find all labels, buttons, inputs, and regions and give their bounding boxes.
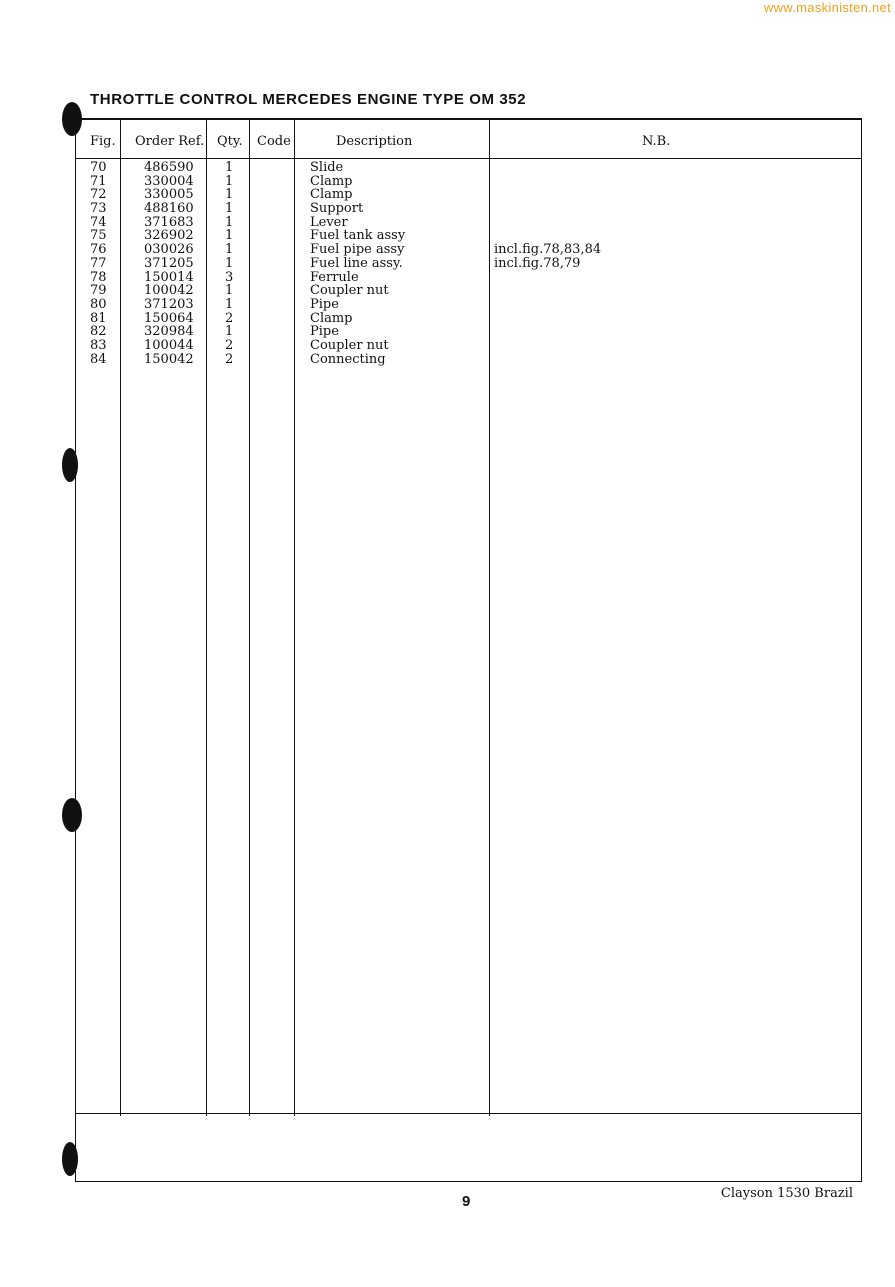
description-cell: Lever [310, 214, 348, 230]
qty-cell: 2 [225, 351, 234, 367]
order-ref-cell: 488160 [144, 201, 194, 217]
nb-cell: incl.fig.78,79 [494, 255, 581, 271]
description-cell: Coupler nut [310, 337, 389, 353]
fig-cell: 77 [90, 255, 107, 271]
order-ref-cell: 150064 [144, 310, 194, 326]
header-code: Code [257, 134, 291, 149]
qty-cell: 1 [225, 187, 234, 203]
fig-cell: 81 [90, 310, 107, 326]
column-divider [294, 120, 295, 1116]
qty-cell: 3 [225, 269, 234, 285]
qty-cell: 1 [225, 283, 234, 299]
description-cell: Clamp [310, 187, 353, 203]
fig-cell: 79 [90, 283, 107, 299]
nb-cell: incl.fig.78,83,84 [494, 242, 602, 258]
notes-box [76, 1113, 861, 1181]
nb-cell [494, 271, 601, 285]
order-ref-cell: 326902 [144, 228, 194, 244]
header-divider [76, 158, 861, 159]
qty-cell: 1 [225, 242, 234, 258]
description-cell: Clamp [310, 173, 353, 189]
order-ref-cell: 371683 [144, 214, 194, 230]
description-cell: Clamp [310, 310, 353, 326]
footer-model: Clayson 1530 Brazil [720, 1186, 853, 1201]
page-number: 9 [462, 1193, 471, 1210]
order-ref-cell: 030026 [144, 242, 194, 258]
column-divider [489, 120, 490, 1116]
order-ref-cell: 486590 [144, 160, 194, 175]
nb-cell [494, 284, 601, 298]
description-cell: Ferrule [310, 269, 359, 285]
fig-cell: 80 [90, 296, 107, 312]
qty-column [225, 161, 233, 366]
qty-cell: 1 [225, 296, 234, 312]
description-cell: Fuel line assy. [310, 255, 403, 271]
qty-cell: 2 [225, 310, 234, 326]
nb-cell [494, 325, 601, 339]
qty-cell: 1 [225, 255, 234, 271]
nb-cell [494, 188, 601, 202]
fig-cell: 74 [90, 214, 107, 230]
qty-cell: 1 [225, 214, 234, 230]
nb-cell [494, 175, 601, 189]
nb-cell [494, 298, 601, 312]
order-ref-cell: 371205 [144, 255, 194, 271]
order-ref-cell: 330005 [144, 187, 194, 203]
order-ref-cell: 100042 [144, 283, 194, 299]
order-ref-cell: 371203 [144, 296, 194, 312]
header-description: Description [336, 134, 413, 149]
fig-cell: 83 [90, 337, 107, 353]
order-ref-cell: 320984 [144, 324, 194, 340]
description-cell: Slide [310, 160, 344, 175]
header-order-ref: Order Ref. [135, 134, 205, 149]
fig-cell: 78 [90, 269, 107, 285]
fig-cell: 71 [90, 173, 107, 189]
fig-cell: 82 [90, 324, 107, 340]
nb-cell [494, 229, 601, 243]
qty-cell: 1 [225, 228, 234, 244]
description-cell: Fuel tank assy [310, 228, 406, 244]
fig-cell: 84 [90, 351, 107, 367]
order-ref-cell: 100044 [144, 337, 194, 353]
watermark-url: www.maskinisten.net [763, 0, 891, 15]
qty-cell: 1 [225, 201, 234, 217]
order-ref-cell: 150042 [144, 351, 194, 367]
description-column [310, 161, 405, 366]
order-ref-cell: 330004 [144, 173, 194, 189]
nb-cell [494, 202, 601, 216]
description-cell: Fuel pipe assy [310, 242, 405, 258]
fig-cell: 76 [90, 242, 107, 258]
fig-cell: 70 [90, 160, 107, 175]
fig-cell: 72 [90, 187, 107, 203]
nb-cell [494, 339, 601, 353]
description-cell: Pipe [310, 324, 339, 340]
nb-cell [494, 161, 601, 175]
page-title: THROTTLE CONTROL MERCEDES ENGINE TYPE OM 352 [90, 91, 527, 108]
description-cell: Connecting [310, 351, 386, 367]
qty-cell: 2 [225, 337, 234, 353]
header-fig: Fig. [90, 134, 116, 149]
qty-cell: 1 [225, 160, 234, 175]
order-ref-cell: 150014 [144, 269, 194, 285]
qty-cell: 1 [225, 173, 234, 189]
fig-cell: 73 [90, 201, 107, 217]
parts-table [75, 118, 862, 1182]
nb-cell [494, 312, 601, 326]
fig-column [90, 161, 107, 366]
fig-cell: 75 [90, 228, 107, 244]
nb-cell [494, 353, 601, 367]
description-cell: Pipe [310, 296, 339, 312]
header-qty: Qty. [217, 134, 243, 149]
nb-cell [494, 216, 601, 230]
header-nb: N.B. [642, 134, 671, 149]
column-divider [120, 120, 121, 1116]
nb-column [494, 161, 601, 366]
column-divider [206, 120, 207, 1116]
column-divider [249, 120, 250, 1116]
description-cell: Coupler nut [310, 283, 389, 299]
order-ref-column [144, 161, 194, 366]
description-cell: Support [310, 201, 364, 217]
qty-cell: 1 [225, 324, 234, 340]
